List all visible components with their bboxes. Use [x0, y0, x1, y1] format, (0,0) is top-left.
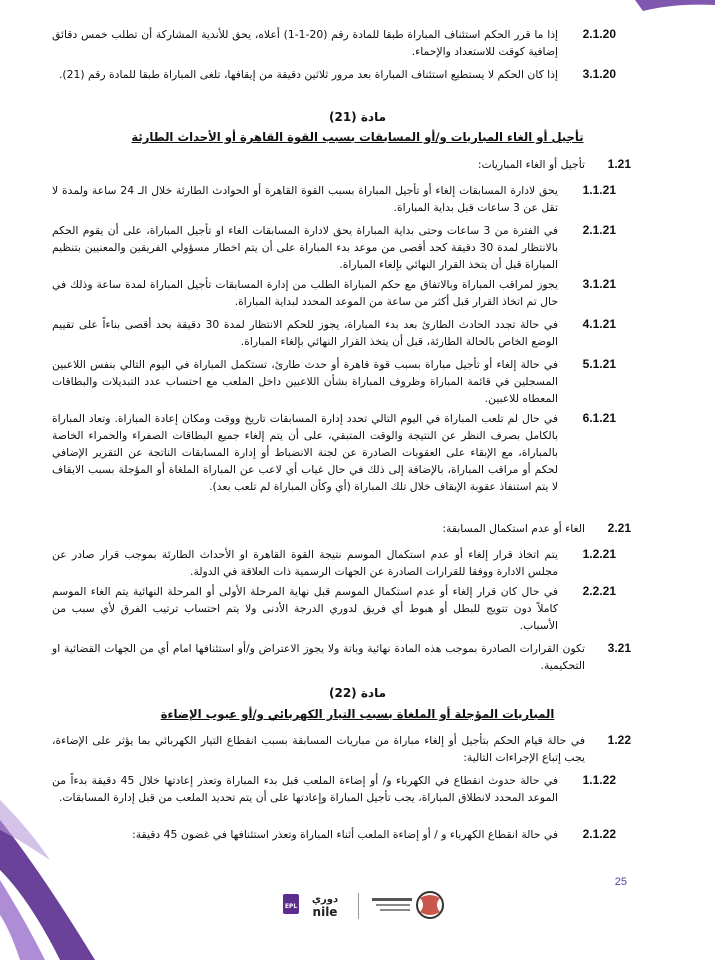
clause-number: 3.1.20 [582, 67, 616, 81]
nile-logo-text: nile [312, 905, 338, 919]
section-title: تأجيل أو الغاء المباريات: [477, 158, 585, 171]
clause-text: في حالة انقطاع الكهرباء و / أو إضاءة الملعب أثناء المباراة وتعذر استئنافها في غضون 45 دقيقة: [132, 828, 558, 841]
clause-number: 2.1.22 [582, 827, 616, 841]
clause-number: 6.1.21 [582, 411, 616, 425]
article-21-title: تأجيل أو الغاء المباريات و/أو المسابقات بسبب القوة القاهرة أو الأحداث الطارئة [131, 130, 584, 144]
section-title: الغاء أو عدم استكمال المسابقة: [442, 522, 585, 535]
clause-text: في حال لم تلعب المباراة في اليوم التالي تحدد إدارة المسابقات تاريخ ووقت ومكان إعادة المباراة. وتعاد المباراة بالكامل بصرف النظر عن النتيجة والوقت المتبقي، على أن يتم إلغاء جميع البطاقات الصفراء والحمراء الخاصة بالمباراة، مع الإبقاء على العقوبات الصادرة عن لجنة الانضباط أو إدارة المسابقات الناتجة عن التقرير الإضافي لحكم أو مراقب المباراة، بالإضافة إلى ذلك في حال غياب أي لاعب عن المباراة الملغاة أو المؤجلة بسبب الايقاف لا يتم استنفاذ عقوبة الإيقاف خلال تلك المباراة (أي وكأن المباراة لم تلعب بعد). [52, 412, 558, 493]
clause-text: يجوز لمراقب المباراة وبالاتفاق مع حكم المباراة الطلب من إدارة المسابقات تأجيل المباراة لمدة ساعة وذلك في حال تم اتخاذ القرار قبل أكثر من ساعة من الموعد المحدد لبداية المباراة. [52, 278, 558, 308]
epl-mark: EPL [284, 903, 298, 910]
clause-number: 2.1.20 [582, 27, 616, 41]
article-21-heading: مادة (21) [328, 110, 387, 124]
clause-text: في حالة تجدد الحادث الطارئ بعد بدء المباراة، يجوز للحكم الانتظار لمدة 30 دقيقة بحد أقصى بناءاً على تقييم الوضع الخاص بالحالة الطارئة، قبل أن يتخذ القرار النهائي بإلغاء المباراة. [52, 318, 558, 348]
clause-text: في الفترة من 3 ساعات وحتى بداية المباراة يحق لادارة المسابقات الغاء او تأجيل المباراة، على أن يقوم الحكم بالانتظار لمدة 30 دقيقة كحد أقصى من موعد بدء المباراة على أن يتم اخطار مسؤولي الفريقين والمعنيين بتنظيم المباراة قبل أن يتخذ القرار النهائي بإلغاء المباراة. [52, 224, 558, 271]
clause-number: 4.1.21 [582, 317, 616, 331]
logo-divider [358, 893, 359, 919]
section-text: في حالة قيام الحكم بتأجيل أو إلغاء مباراة من مباريات المسابقة بسبب انقطاع التيار الكهربائي بما يؤثر على الإضاءة، يجب إتباع الإجراءات التالية: [52, 734, 585, 764]
clause-text: في حال كان قرار إلغاء أو عدم استكمال الموسم قبل نهاية المرحلة الأولى أو المرحلة النهائية يتم الغاء الموسم كاملاً دون تتويج للبطل أو هبوط أي فريق لدوري الدرجة الأدنى ولا يتم احتساب ترتيب الفرق لأي سبب من الأسباب. [52, 585, 558, 632]
clause-text: يتم اتخاذ قرار إلغاء أو عدم استكمال الموسم نتيجة القوة القاهرة او الأحداث الطارئة بموجب قرار صادر عن مجلس الادارة ووفقا للقرارات الصادرة عن الجهات الرسمية ذات العلاقة في الدولة. [52, 548, 558, 578]
section-text: تكون القرارات الصادرة بموجب هذه المادة نهائية وباتة ولا يجوز الاعتراض و/أو استئنافها امام أي من الجهات القضائية او التحكيمية. [52, 642, 585, 672]
clause-number: 2.2.21 [582, 584, 616, 598]
clause-text: يحق لادارة المسابقات إلغاء أو تأجيل المباراة بسبب القوة القاهرة أو الحوادث الطارئة خلال الـ 24 ساعة ولمدة لا تقل عن 3 ساعات قبل بداية المباراة. [52, 184, 559, 214]
swoosh-decoration [0, 800, 95, 960]
page-number: 25 [614, 876, 627, 888]
clause-number: 1.2.21 [582, 547, 616, 561]
clause-text: إذا كان الحكم لا يستطيع استئناف المباراة بعد مرور ثلاثين دقيقة من إيقافها، تلغى المباراة طبقا للمادة رقم (21). [58, 68, 558, 81]
league-emblem-logo [368, 888, 448, 922]
clause-number: 3.1.21 [582, 277, 616, 291]
clause-text: في حالة حدوث انقطاع في الكهرباء و/ أو إضاءة الملعب قبل بدء المباراة وتعذر إعادتها خلال 45 دقيقة بدءاً من الموعد المحدد لانطلاق المباراة، يجب تأجيل المباراة وإعادتها على أن يتم تحديد الملعب من قبل إدارة المسابقات. [52, 774, 559, 804]
clause-text: إذا ما قرر الحكم استئناف المباراة طبقا للمادة رقم (20-1-1) أعلاه، يحق للأندية المشاركة أن تطلب خمس دقائق إضافية كوقت للاستعداد والإحماء. [52, 28, 559, 58]
corner-decoration [635, 0, 715, 14]
article-22-title: المباريات المؤجلة أو الملغاة بسبب التيار الكهربائي و/أو عيوب الإضاءة [160, 707, 555, 721]
section-number: 1.22 [607, 733, 631, 747]
article-22-heading: مادة (22) [328, 686, 387, 700]
clause-number: 2.1.21 [582, 223, 616, 237]
clause-number: 5.1.21 [582, 357, 616, 371]
section-number: 1.21 [607, 157, 631, 171]
section-number: 2.21 [607, 521, 631, 535]
section-number: 3.21 [607, 641, 631, 655]
nile-league-logo [283, 888, 351, 920]
clause-text: في حالة إلغاء أو تأجيل مباراة بسبب قوة قاهرة أو حدث طارئ، تستكمل المباراة في اليوم التالي بنفس اللاعبين المسجلين في قائمة المباراة وظروف المباراة بشأن اللاعبين داخل الملعب مع احتساب عدد التبديلات والبطاقات المعطاه للاعبين. [52, 358, 558, 405]
nile-logo-arabic: دوري [311, 894, 339, 905]
clause-number: 1.1.22 [582, 773, 616, 787]
clause-number: 1.1.21 [582, 183, 616, 197]
